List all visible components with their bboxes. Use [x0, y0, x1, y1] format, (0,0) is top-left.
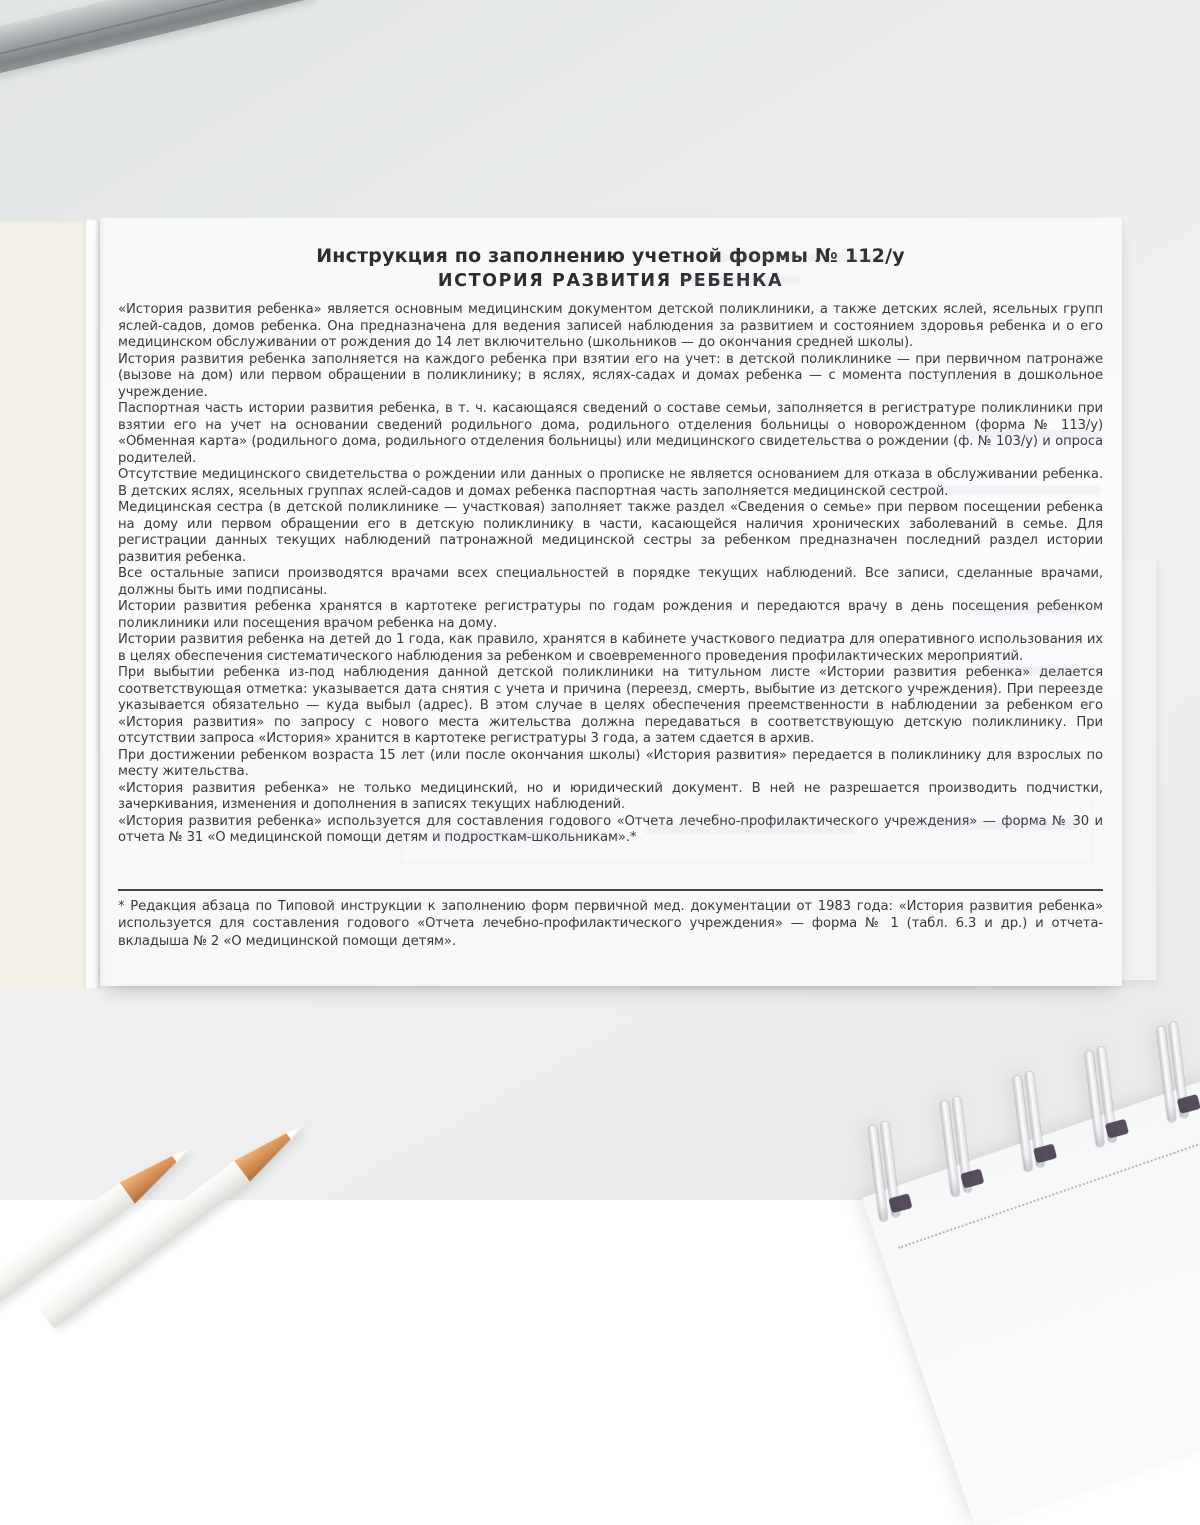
show-through: [706, 254, 876, 262]
body-paragraph: При выбытии ребенка из-под наблюдения данной детской поликлиники на титульном листе «Истории развития ребенка» делается соответствующая отметка: указывается дата снятия с учета и причина (переезд, смерть, выбытие из детского учреждения). При переезде указывается обязательно — куда выбыл (адрес). В этом случае в целях обеспечения преемственности в наблюдении за ребенком его «История развития» по запросу с нового места жительства должна передаваться в соответствующую детскую поликлинику. При отсутствии запроса «История» хранится в картотеке регистратуры 3 года, а затем сдается в архив.: [118, 665, 1103, 746]
body-paragraph: Все остальные записи производятся врачами всех специальностей в порядке текущих наблюдений. Все записи, сделанные врачами, должны быть ими подписаны.: [118, 566, 1103, 598]
instruction-subtitle: ИСТОРИЯ РАЗВИТИЯ РЕБЕНКА: [437, 271, 784, 291]
body-paragraph: История развития ребенка заполняется на каждого ребенка при взятии его на учет: в детской поликлинике — при первичном патронаже (вызове на дом) или первом обращении в поликлинику; в яслях, яслях-садах и домах ребенка — с момента поступления в дошкольное учреждение.: [118, 351, 1103, 400]
instruction-sheet: [100, 218, 1122, 986]
show-through: [995, 666, 1075, 675]
page-stack-edge: [0, 221, 86, 989]
show-through: [680, 276, 800, 284]
spiral-coil: [1146, 1021, 1200, 1135]
body-paragraph: Истории развития ребенка хранятся в картотеке регистратуры по годам рождения и передаются врачу в день посещения ребенком поликлиники или посещения врачом ребенка на дому.: [118, 599, 1103, 631]
instruction-title: Инструкция по заполнению учетной формы № 112/у: [316, 245, 905, 267]
spiral-coil: [930, 1095, 994, 1209]
body-paragraph: При достижении ребенком возраста 15 лет (или после окончания школы) «История развития» передается в поликлинику для взрослых по месту жительства.: [118, 747, 1103, 779]
spiral-coil: [1074, 1045, 1138, 1159]
body-paragraph: Истории развития ребенка на детей до 1 года, как правило, хранятся в кабинете участкового педиатра для оперативного использования их в целях обеспечения систематического наблюдения за ребенком и своевременного проведения профилактических мероприятий.: [118, 632, 1103, 664]
footnote-text: * Редакция абзаца по Типовой инструкции к заполнению форм первичной мед. документации от 1983 года: «История развития ребенка» используется для составления годового «Отчета лечебно-профилактического учреждения» — форма № 1 (табл. 6.3 и др.) и отчета-вкладыша № 2 «О медицинской помощи детям».: [118, 898, 1103, 949]
body-paragraph: «История развития ребенка» используется для составления годового «Отчета лечебно-профилактического учреждения» — форма № 30 и отчета № 31 «О медицинской помощи детям и подросткам-школьникам».*: [118, 813, 1103, 845]
body-paragraph: «История развития ребенка» не только медицинский, но и юридический документ. В ней не разрешается производить подчистки, зачеркивания, изменения и дополнения в записях текущих наблюдений.: [118, 780, 1103, 812]
spiral-coil: [858, 1120, 922, 1234]
body-paragraph: Отсутствие медицинского свидетельства о рождении или данных о прописке не является основанием для отказа в обслуживании ребенка. В детских яслях, ясельных группах яслей-садов и домах ребенка паспортная часть заполняется медицинской сестрой.: [118, 467, 1103, 499]
metal-ruler: [0, 0, 315, 79]
spiral-notebook: [838, 933, 1200, 1525]
spiral-coil: [1002, 1070, 1066, 1184]
footnote-divider: [118, 889, 1103, 891]
ruler-bevel-edge: [0, 0, 311, 61]
pencil-wood-cone: [120, 1148, 182, 1203]
show-through-table: [400, 802, 1094, 864]
show-through: [960, 430, 1100, 439]
show-through: [970, 606, 1080, 615]
page-stack-white-edge: [86, 220, 100, 989]
body-paragraph: Медицинская сестра (в детской поликлинике — участковая) заполняет также раздел «Сведения о семье» при первом посещении ребенка на дому или первом обращении его в детскую поликлинику в части, касающейся наличия хронических заболеваний в семье. Для регистрации данных текущих наблюдений патронажной медицинской сестры за ребенком предназначен последний раздел истории развития ребенка.: [118, 500, 1103, 565]
show-through: [920, 486, 1100, 495]
body-paragraph: «История развития ребенка» является основным медицинским документом детской поликлиники, а также детских яслей, ясельных групп яслей-садов, домов ребенка. Она предназначена для ведения записей наблюдения за развитием и состоянием здоровья ребенка и о его медицинском обслуживании от рождения до 14 лет включительно (школьников — до окончания средней школы).: [118, 302, 1103, 350]
body-paragraph: Паспортная часть истории развития ребенка, в т. ч. касающаяся сведений о составе семьи, заполняется в регистратуре поликлиники при взятии его на учет на основании сведений родильного дома, родильного отделения больницы о новорожденном (форма № 113/у) «Обменная карта» (родильного дома, родильного отделения больницы) или медицинского свидетельства о рождении (ф. № 103/у) и опроса родителей.: [118, 401, 1103, 466]
